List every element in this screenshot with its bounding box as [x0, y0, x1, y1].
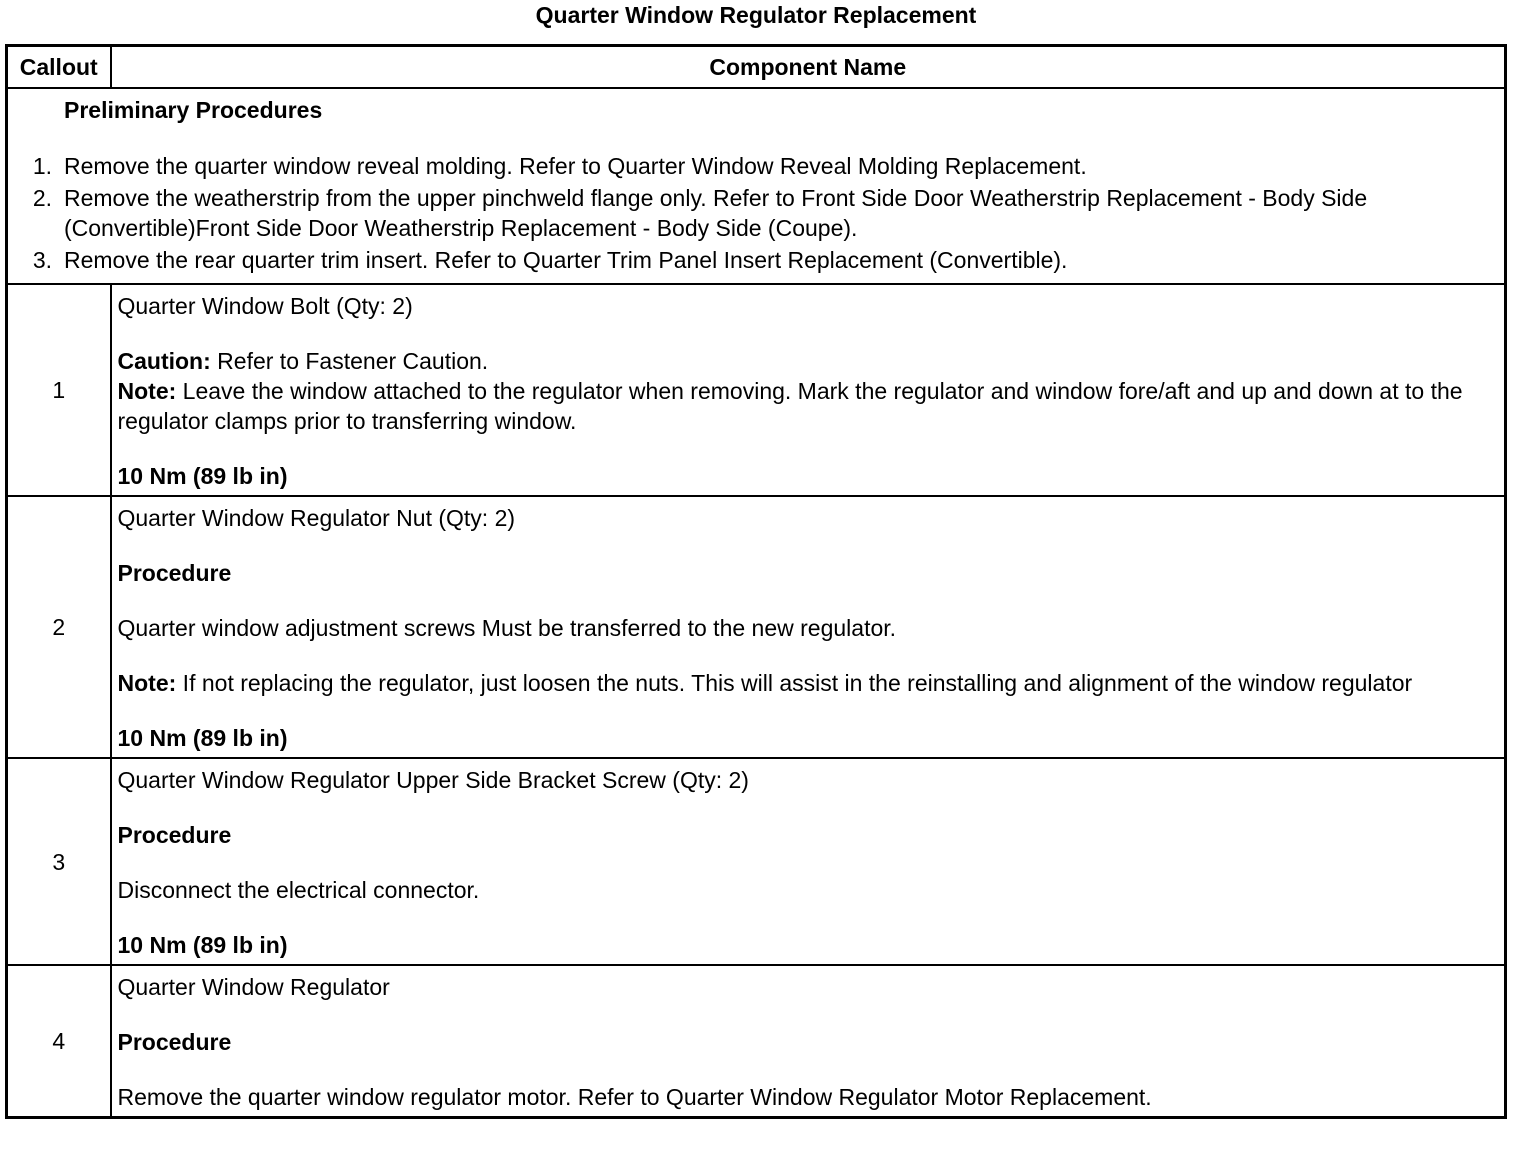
procedure-text: Quarter window adjustment screws Must be transferred to the new regulator. [117, 615, 897, 641]
note-text: Note: If not replacing the regulator, just loosen the nuts. This will assist in the reinstalling and alignment of the window regulator [117, 670, 1413, 696]
note-label: Note [117, 378, 169, 404]
caution-text: Caution: Refer to Fastener Caution. [117, 348, 489, 374]
step-number: 2. [32, 185, 52, 211]
preliminary-steps [8, 151, 1494, 275]
procedure-heading: Procedure [117, 822, 232, 848]
procedure-heading: Procedure [117, 560, 232, 586]
table-row [7, 284, 1506, 496]
procedure-table [5, 44, 1507, 1119]
component-name: Quarter Window Bolt (Qty: 2) [117, 293, 413, 319]
component-name: Quarter Window Regulator [117, 974, 390, 1000]
note-label: Note [117, 670, 169, 696]
component-cell [111, 758, 1506, 965]
torque-spec: 10 Nm (89 lb in) [117, 932, 288, 958]
step-text: Remove the quarter window reveal molding. Refer to Quarter Window Reveal Molding Replacement. [64, 153, 1087, 179]
header-callout: Callout [7, 46, 111, 89]
torque-spec: 10 Nm (89 lb in) [117, 725, 288, 751]
table-row [7, 496, 1506, 758]
component-cell [111, 496, 1506, 758]
callout-cell: 2 [7, 496, 111, 758]
component-cell [111, 284, 1506, 496]
procedure-heading: Procedure [117, 1029, 232, 1055]
table-row [7, 965, 1506, 1118]
component-cell [111, 965, 1506, 1118]
list-item [8, 151, 1494, 181]
preliminary-row [7, 88, 1506, 284]
list-item [8, 183, 1494, 243]
procedure-text: Remove the quarter window regulator motor. Refer to Quarter Window Regulator Motor Replacement. [117, 1084, 1152, 1110]
step-number: 1. [32, 153, 52, 179]
procedure-text: Disconnect the electrical connector. [117, 877, 480, 903]
component-name: Quarter Window Regulator Nut (Qty: 2) [117, 505, 516, 531]
document-title: Quarter Window Regulator Replacement [535, 2, 977, 28]
torque-spec: 10 Nm (89 lb in) [117, 463, 288, 489]
component-name: Quarter Window Regulator Upper Side Bracket Screw (Qty: 2) [117, 767, 749, 793]
callout-cell: 3 [7, 758, 111, 965]
step-text: Remove the weatherstrip from the upper pinchweld flange only. Refer to Front Side Door Weatherstrip Replacement - Body Side (Convertible)Front Side Door Weatherstrip Replacement - Body Side (Coupe). [64, 185, 1368, 241]
note-text: Note: Leave the window attached to the regulator when removing. Mark the regulator and window fore/aft and up and down at to the regulator clamps prior to transferring window. [117, 378, 1463, 434]
table-header-row [7, 46, 1506, 89]
step-text: Remove the rear quarter trim insert. Refer to Quarter Trim Panel Insert Replacement (Convertible). [64, 247, 1068, 273]
preliminary-heading: Preliminary Procedures [64, 97, 323, 123]
table-row [7, 758, 1506, 965]
list-item [8, 245, 1494, 275]
callout-cell: 4 [7, 965, 111, 1118]
preliminary-procedures [7, 88, 1506, 284]
step-number: 3. [32, 247, 52, 273]
callout-cell: 1 [7, 284, 111, 496]
caution-label: Caution [117, 348, 204, 374]
header-component-name: Component Name [111, 46, 1506, 89]
